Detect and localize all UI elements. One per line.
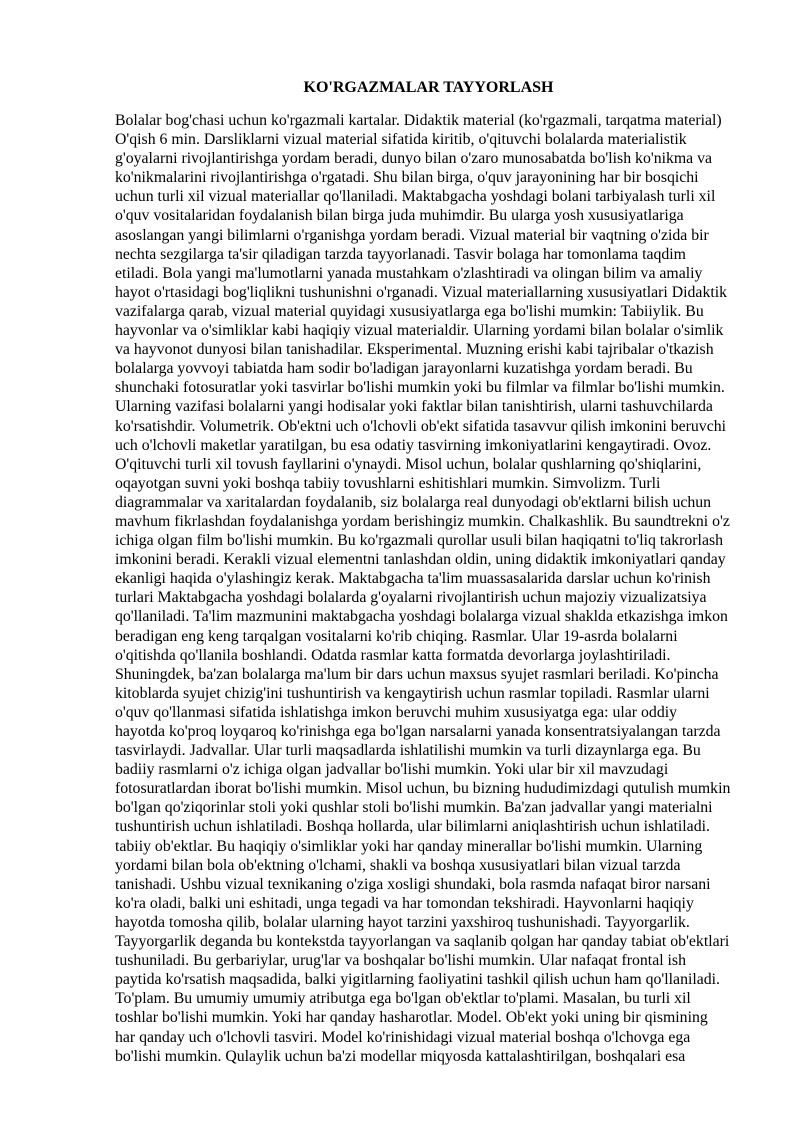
body-text-line: To'plam. Bu umumiy umumiy atributga ega bo'lgan ob'ektlar to'plami. Masalan, bu turli xil: [115, 990, 691, 1008]
body-text-line: ko'ra oladi, balki uni eshitadi, unga tegadi va har tomondan tekshiradi. Hayvonlarni haqiqiy: [115, 894, 694, 912]
body-text-line: badiiy rasmlarni o'z ichiga olgan jadvallar bo'lishi mumkin. Yoki ular bir xil mavzudagi: [115, 761, 669, 779]
body-text-line: ekanligi haqida o'ylashingiz kerak. Maktabgacha ta'lim muassasalarida darslar uchun ko'rinish: [115, 570, 711, 588]
body-text-line: diagrammalar va xaritalardan foydalanib, siz bolalarga real dunyodagi ob'ektlarni bilish uchun: [115, 493, 712, 511]
body-text-line: tanishadi. Ushbu vizual texnikaning o'ziga xosligi shundaki, bola rasmda nafaqat biror narsani: [115, 875, 711, 893]
body-text-line: tabiiy ob'ektlar. Bu haqiqiy o'simliklar yoki har qanday minerallar bo'lishi mumkin. Ularning: [115, 837, 703, 855]
body-text-line: Tayyorgarlik deganda bu kontekstda tayyorlangan va saqlanib qolgan har qanday tabiat ob'ektlari: [115, 933, 730, 951]
body-text-line: asoslangan yangi bilimlarni o'rganishga yordam beradi. Vizual material bir vaqtning o'zida bir: [115, 226, 709, 244]
body-text-line: uch o'lchovli maketlar yaratilgan, bu esa odatiy tasvirning imkoniyatlarini kengaytiradi. Ovoz.: [115, 436, 712, 454]
body-text-line: hayotda tomosha qilib, bolalar ularning hayot tarzini yaxshiroq tushunishadi. Tayyorgarlik.: [115, 913, 690, 931]
body-text-line: oqayotgan suvni yoki boshqa tabiiy tovushlarni eshitishlari mumkin. Simvolizm. Turli: [115, 474, 661, 492]
body-text-line: tasvirlaydi. Jadvallar. Ular turli maqsadlarda ishlatilishi mumkin va turli dizaynlarga ega. Bu: [115, 742, 701, 760]
body-text-line: shunchaki fotosuratlar yoki tasvirlar bo'lishi mumkin yoki bu filmlar va filmlar bo'lishi mumkin.: [115, 379, 725, 397]
page-title: KO'RGAZMALAR TAYYORLASH: [303, 79, 554, 96]
body-text-line: mavhum fikrlashdan foydalanishga yordam berishingiz mumkin. Chalkashlik. Bu saundtrekni o'z: [115, 512, 730, 530]
body-text-line: bo'lishi mumkin. Qulaylik uchun ba'zi modellar miqyosda kattalashtirilgan, boshqalari esa: [115, 1047, 686, 1065]
body-text-line: hayvonlar va o'simliklar kabi haqiqiy vizual materialdir. Ularning yordami bilan bolalar o'simlik: [115, 322, 724, 340]
body-text-line: etiladi. Bola yangi ma'lumotlarni yanada mustahkam o'zlashtiradi va olingan bilim va amaliy: [115, 264, 703, 282]
body-text-line: hayotda ko'proq loyqaroq ko'rinishga ega bo'lgan narsalarni yanada konsentratsiyalangan tarzda: [115, 723, 721, 740]
body-text-line: o'qitishda qo'llanila boshlandi. Odatda rasmlar katta formatda devorlarga joylashtiriladi.: [115, 646, 671, 664]
body-text-line: Shuningdek, ba'zan bolalarga ma'lum bir dars uchun maxsus syujet rasmlari beriladi. Ko'pincha: [115, 665, 719, 683]
body-text-line: Bolalar bog'chasi uchun ko'rgazmali kartalar. Didaktik material (ko'rgazmali, tarqatma material): [115, 112, 722, 129]
body-text: [115, 111, 747, 1066]
body-text-line: paytida ko'rsatish maqsadida, balki yigitlarning faoliyatini tashkil qilish uchun ham qo'llaniladi.: [115, 971, 720, 989]
body-text-line: o'quv vositalaridan foydalanish bilan birga juda muhimdir. Bu ularga yosh xususiyatlariga: [115, 207, 684, 225]
body-text-line: ko'rsatishdir. Volumetrik. Ob'ektni uch o'lchovli ob'ekt sifatida tasavvur qilish imkonini beruvchi: [115, 417, 727, 435]
body-text-line: bo'lgan qo'ziqorinlar stoli yoki qushlar stoli bo'lishi mumkin. Ba'zan jadvallar yangi materialni: [115, 799, 713, 817]
body-text-line: O'qituvchi turli xil tovush fayllarini o'ynaydi. Misol uchun, bolalar qushlarning qo'shiqlarini,: [115, 455, 702, 473]
body-text-line: uchun turli xil vizual materiallar qo'llaniladi. Maktabgacha yoshdagi bolani tarbiyalash turli xil: [115, 188, 716, 206]
body-text-line: Ularning vazifasi bolalarni yangi hodisalar yoki faktlar bilan tanishtirish, ularni tashuvchilarda: [115, 398, 713, 416]
body-text-line: ko'nikmalarini rivojlantirishga o'rgatadi. Shu bilan birga, o'quv jarayonining har bir bosqichi: [115, 169, 699, 187]
body-text-line: qo'llaniladi. Ta'lim mazmunini maktabgacha yoshdagi bolalarga vizual shaklda etkazishga imkon: [115, 608, 728, 626]
body-text-line: har qanday uch o'lchovli tasviri. Model ko'rinishidagi vizual material boshqa o'lchovga ega: [115, 1028, 691, 1046]
body-text-line: bolalarga yovvoyi tabiatda ham sodir bo'ladigan jarayonlarni kuzatishga yordam beradi. Bu: [115, 360, 693, 378]
body-text-line: tushuntirish uchun ishlatiladi. Boshqa hollarda, ular bilimlarni aniqlashtirish uchun ishlatiladi.: [115, 818, 710, 836]
body-text-line: hayot o'rtasidagi bog'liqlikni tushunishni o'rganadi. Vizual materiallarning xususiyatlari Didaktik: [115, 283, 728, 301]
body-text-line: toshlar bo'lishi mumkin. Yoki har qanday hasharotlar. Model. Ob'ekt yoki uning bir qismining: [115, 1009, 708, 1027]
body-text-line: yordami bilan bola ob'ektning o'lchami, shakli va boshqa xususiyatlari bilan vizual tarzda: [115, 856, 681, 874]
body-text-line: fotosuratlardan iborat bo'lishi mumkin. Misol uchun, bu bizning hududimizdagi qutulish mumkin: [115, 780, 731, 798]
body-text-line: beradigan eng keng tarqalgan vositalarni ko'rib chiqing. Rasmlar. Ular 19-asrda bolalarni: [115, 627, 678, 645]
body-text-line: g'oyalarni rivojlantirishga yordam beradi, dunyo bilan o'zaro munosabatda bo'lish ko'nikma va: [115, 150, 713, 168]
body-text-line: imkonini beradi. Kerakli vizual elementni tanlashdan oldin, uning didaktik imkoniyatlari qanday: [115, 551, 726, 569]
body-text-line: turlari Maktabgacha yoshdagi bolalarda g'oyalarni rivojlantirish uchun majoziy vizualizatsiya: [115, 589, 707, 607]
body-text-line: ichiga olgan film bo'lishi mumkin. Bu ko'rgazmali qurollar usuli bilan haqiqatni to'liq takrorlash: [115, 532, 723, 550]
body-text-line: nechta sezgilarga ta'sir qiladigan tarzda tayyorlanadi. Tasvir bolaga har tomonlama taqdim: [115, 245, 686, 263]
body-text-line: kitoblarda syujet chizig'ini tushuntirish va kengaytirish uchun rasmlar topiladi. Rasmlar ularni: [115, 684, 710, 702]
body-text-line: O'qish 6 min. Darsliklarni vizual material sifatida kiritib, o'qituvchi bolalarda materialistik: [115, 131, 687, 149]
body-text-line: tushuniladi. Bu gerbariylar, urug'lar va boshqalar bo'lishi mumkin. Ular nafaqat frontal ish: [115, 952, 686, 970]
body-text-line: o'quv qo'llanmasi sifatida ishlatishga imkon beruvchi muhim xususiyatga ega: ular oddiy: [115, 703, 678, 721]
body-text-line: vazifalarga qarab, vizual material quyidagi xususiyatlarga ega bo'lishi mumkin: Tabiiylik. Bu: [115, 302, 704, 320]
body-text-line: va hayvonot dunyosi bilan tanishadilar. Eksperimental. Muzning erishi kabi tajribalar o'tkazish: [115, 341, 714, 359]
